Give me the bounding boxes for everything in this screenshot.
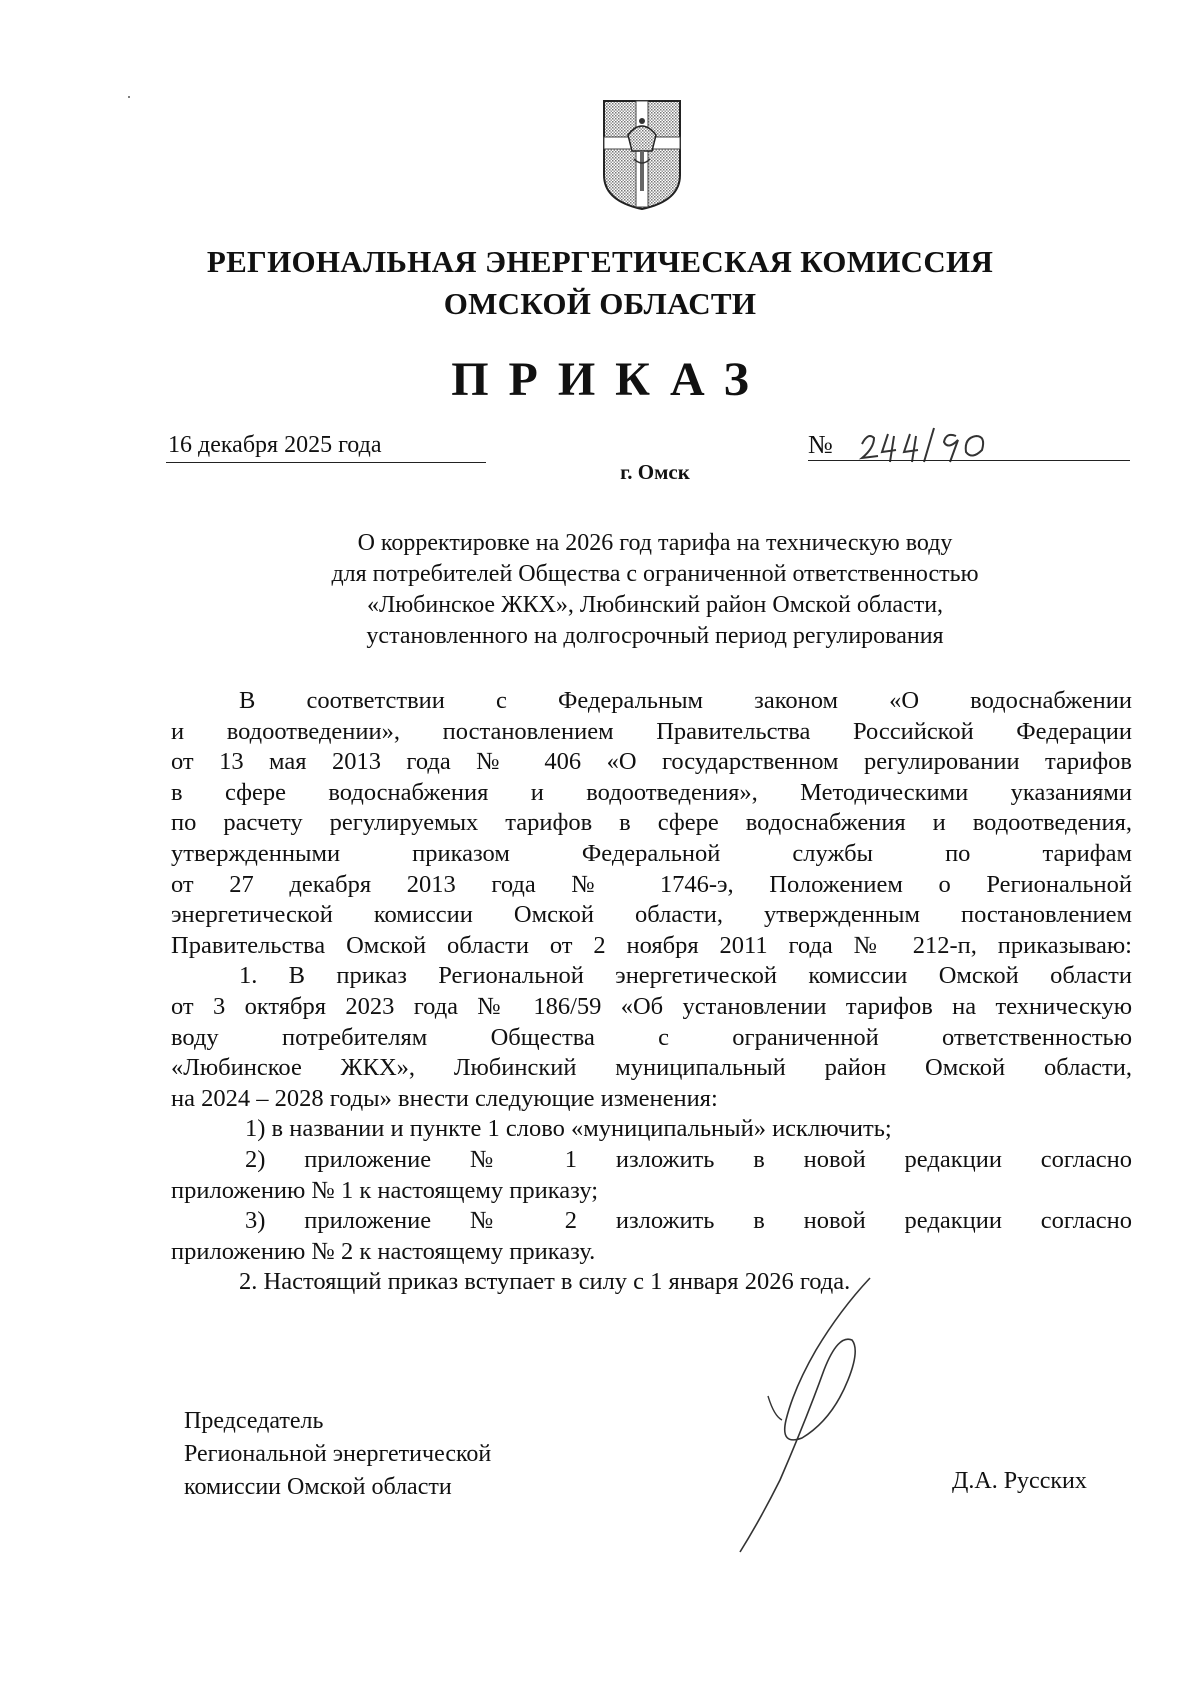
body-line: на 2024 – 2028 годы» внести следующие изменения: <box>171 1084 718 1112</box>
body-line: по расчету регулируемых тарифов в сфере водоснабжения и водоотведения, <box>171 809 1132 837</box>
document-date: 16 декабря 2025 года <box>168 432 382 458</box>
title-line: О корректировке на 2026 год тарифа на техническую воду <box>357 530 953 556</box>
signatory-position-line: Председатель <box>184 1408 324 1434</box>
signatory-position-line: Региональной энергетической <box>184 1441 492 1467</box>
body-line: от 27 декабря 2013 года № 1746-э, Положением о Региональной <box>171 870 1132 898</box>
body-line: 1) в названии и пункте 1 слово «муниципальный» исключить; <box>245 1115 892 1143</box>
coat-of-arms-icon <box>600 97 684 211</box>
body-line: 1. В приказ Региональной энергетической комиссии Омской области <box>239 962 1132 990</box>
body-line: приложению № 2 к настоящему приказу. <box>171 1237 596 1265</box>
signatory-position-line: комиссии Омской области <box>184 1474 452 1500</box>
signatory-name: Д.А. Русских <box>952 1468 1087 1494</box>
scan-speck <box>128 96 130 98</box>
body-line: 2. Настоящий приказ вступает в силу с 1 января 2026 года. <box>239 1268 851 1296</box>
body-line: 2) приложение № 1 изложить в новой редакции согласно <box>245 1145 1132 1173</box>
body-line: в сфере водоснабжения и водоотведения», Методическими указаниями <box>171 778 1132 806</box>
body-line: Правительства Омской области от 2 ноября 2011 года № 212-п, приказываю: <box>171 931 1132 959</box>
handwritten-signature-icon <box>720 1270 890 1560</box>
title-line: «Любинское ЖКХ», Любинский район Омской области, <box>366 592 944 618</box>
city-label: г. Омск <box>620 460 690 484</box>
body-line: В соответствии с Федеральным законом «О водоснабжении <box>239 687 1132 714</box>
organization-name-line-2: ОМСКОЙ ОБЛАСТИ <box>443 286 757 321</box>
body-line: от 13 мая 2013 года № 406 «О государственном регулировании тарифов <box>171 748 1132 776</box>
document-body <box>171 686 1132 1298</box>
title-line: установленного на долгосрочный период регулирования <box>366 623 944 649</box>
body-line: энергетической комиссии Омской области, утвержденным постановлением <box>171 901 1132 929</box>
body-line: воду потребителям Общества с ограниченной ответственностью <box>171 1023 1132 1051</box>
body-line: от 3 октября 2023 года № 186/59 «Об установлении тарифов на техническую <box>171 992 1132 1020</box>
body-line: и водоотведении», постановлением Правительства Российской Федерации <box>171 717 1132 745</box>
document-title <box>160 528 1150 652</box>
body-line: «Любинское ЖКХ», Любинский муниципальный район Омской области, <box>171 1054 1132 1082</box>
body-line: приложению № 1 к настоящему приказу; <box>171 1176 599 1204</box>
document-type-heading: ПРИКАЗ <box>451 353 769 406</box>
body-line: 3) приложение № 2 изложить в новой редакции согласно <box>245 1207 1132 1235</box>
body-line: утвержденными приказом Федеральной службы по тарифам <box>171 839 1132 867</box>
title-line: для потребителей Общества с ограниченной ответственностью <box>331 561 979 587</box>
document-number-label: № <box>808 430 833 459</box>
signatory-position <box>184 1405 491 1504</box>
organization-name-line-1: РЕГИОНАЛЬНАЯ ЭНЕРГЕТИЧЕСКАЯ КОМИССИЯ <box>206 244 994 279</box>
